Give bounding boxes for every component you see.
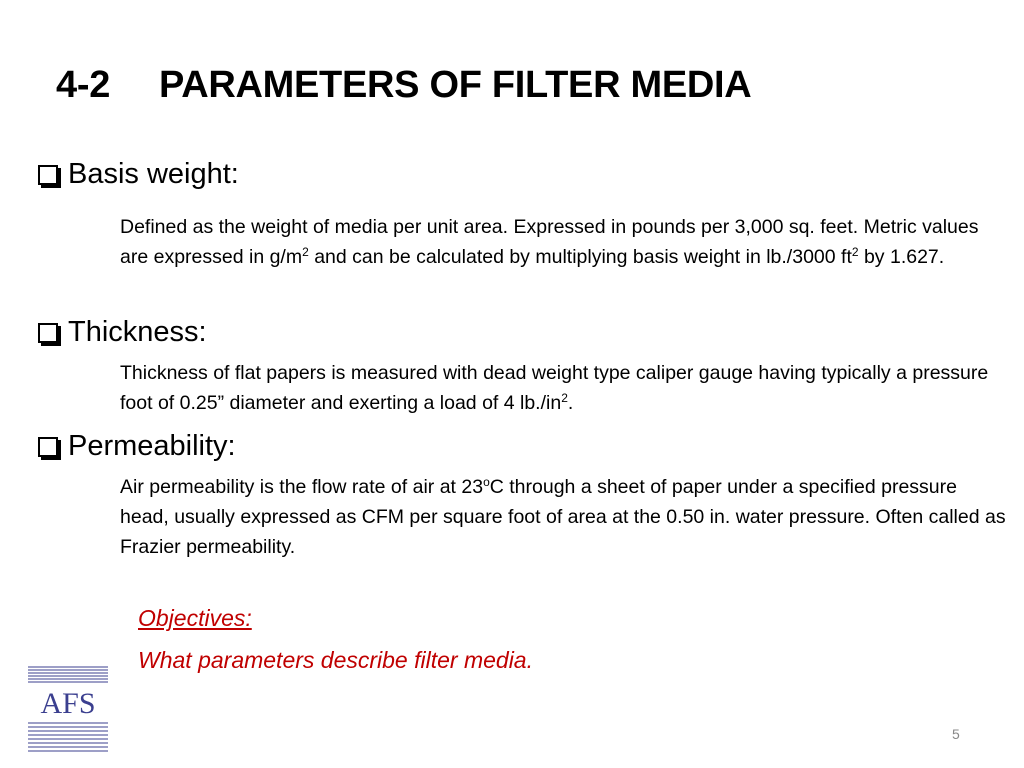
bullet-heading: Permeability:: [68, 430, 236, 462]
objectives-text: What parameters describe filter media.: [138, 647, 533, 673]
bullet-heading: Thickness:: [68, 316, 207, 348]
title-text: PARAMETERS OF FILTER MEDIA: [159, 64, 752, 106]
paragraph-permeability: [120, 472, 1010, 562]
objectives-label: Objectives:: [138, 605, 252, 631]
paragraph-text: .: [567, 392, 574, 414]
bullet-thickness: [38, 318, 207, 347]
checkbox-bullet-icon: [38, 323, 58, 343]
slide-title: [56, 66, 751, 104]
bullet-permeability: [38, 432, 236, 461]
superscript: o: [483, 475, 490, 489]
superscript: 2: [302, 245, 309, 259]
paragraph-text: and can be calculated by multiplying basis weight in lb./3000 ft: [308, 246, 852, 268]
paragraph-text: Defined as the weight of media per unit area. Expressed in pounds per 3,000 sq. feet. Metric values are expressed in g/m: [120, 216, 979, 268]
page-number: 5: [952, 726, 960, 742]
superscript: 2: [561, 391, 568, 405]
paragraph-text: by 1.627.: [858, 246, 945, 268]
superscript: 2: [851, 245, 859, 259]
logo-text: AFS: [40, 687, 96, 720]
paragraph-basis-weight: [120, 212, 1010, 272]
bullet-heading: Basis weight:: [68, 158, 239, 190]
paragraph-text: Thickness of flat papers is measured with dead weight type caliper gauge having typically a pressure foot of 0.25” diameter and exerting a load of 4 lb./in: [120, 362, 989, 414]
checkbox-bullet-icon: [38, 165, 58, 185]
paragraph-text: Air permeability is the flow rate of air at 23: [120, 476, 484, 498]
afs-logo: [26, 665, 110, 765]
title-number: 4-2: [56, 64, 111, 106]
paragraph-thickness: [120, 358, 1010, 418]
bullet-basis-weight: [38, 160, 239, 189]
paragraph-text: C through a sheet of paper under a specified pressure head, usually expressed as CFM per square foot of area at the 0.50 in. water pressure. Often called as Frazier permeability.: [120, 476, 1006, 558]
checkbox-bullet-icon: [38, 437, 58, 457]
